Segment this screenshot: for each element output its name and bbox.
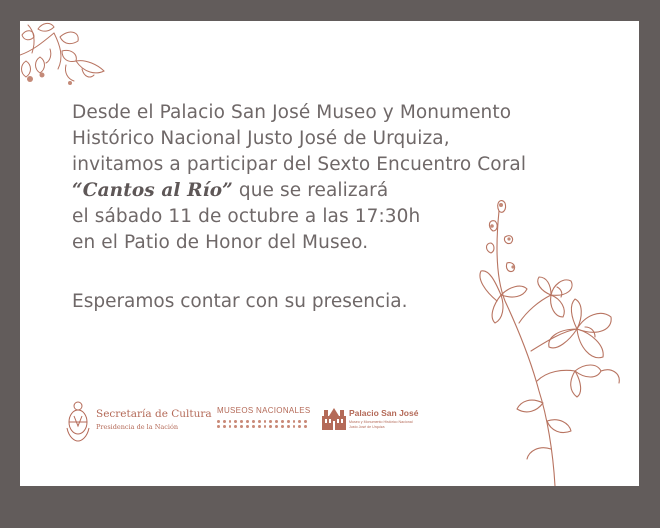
cultura-title: Secretaría de Cultura [96,408,212,420]
museos-dots-icon-row2 [217,425,307,428]
invitation-line-3: invitamos a participar del Sexto Encuentro Coral [72,154,527,175]
argentina-seal-icon [65,398,91,442]
palace-building-icon [321,404,347,432]
logo-secretaria-cultura [65,396,215,446]
invitation-line-2: Histórico Nacional Justo José de Urquiza, [72,128,450,149]
palacio-subtitle-line-2: Justo José de Urquiza [349,424,385,429]
event-name: “Cantos al Río” [72,180,233,201]
museos-dots-icon [217,420,307,423]
floral-corner-illustration [20,21,115,91]
invitation-line-4-rest: que se realizará [232,180,389,201]
floral-illustration [435,191,635,486]
invitation-line-5: el sábado 11 de octubre a las 17:30h [72,206,421,227]
palacio-title: Palacio San José [349,408,419,418]
closing-text: Esperamos contar con su presencia. [72,291,408,312]
palacio-subtitle-line-1: Museo y Monumento Histórico Nacional [349,420,413,424]
logo-museos-nacionales [217,406,311,428]
cultura-subtitle: Presidencia de la Nación [96,423,179,431]
invitation-card [20,21,639,486]
invitation-line-6: en el Patio de Honor del Museo. [72,232,369,253]
museos-label: MUSEOS NACIONALES [217,406,311,415]
palacio-subtitle [349,420,413,429]
logo-palacio-san-jose [321,402,431,442]
invitation-line-1: Desde el Palacio San José Museo y Monumento [72,102,512,123]
